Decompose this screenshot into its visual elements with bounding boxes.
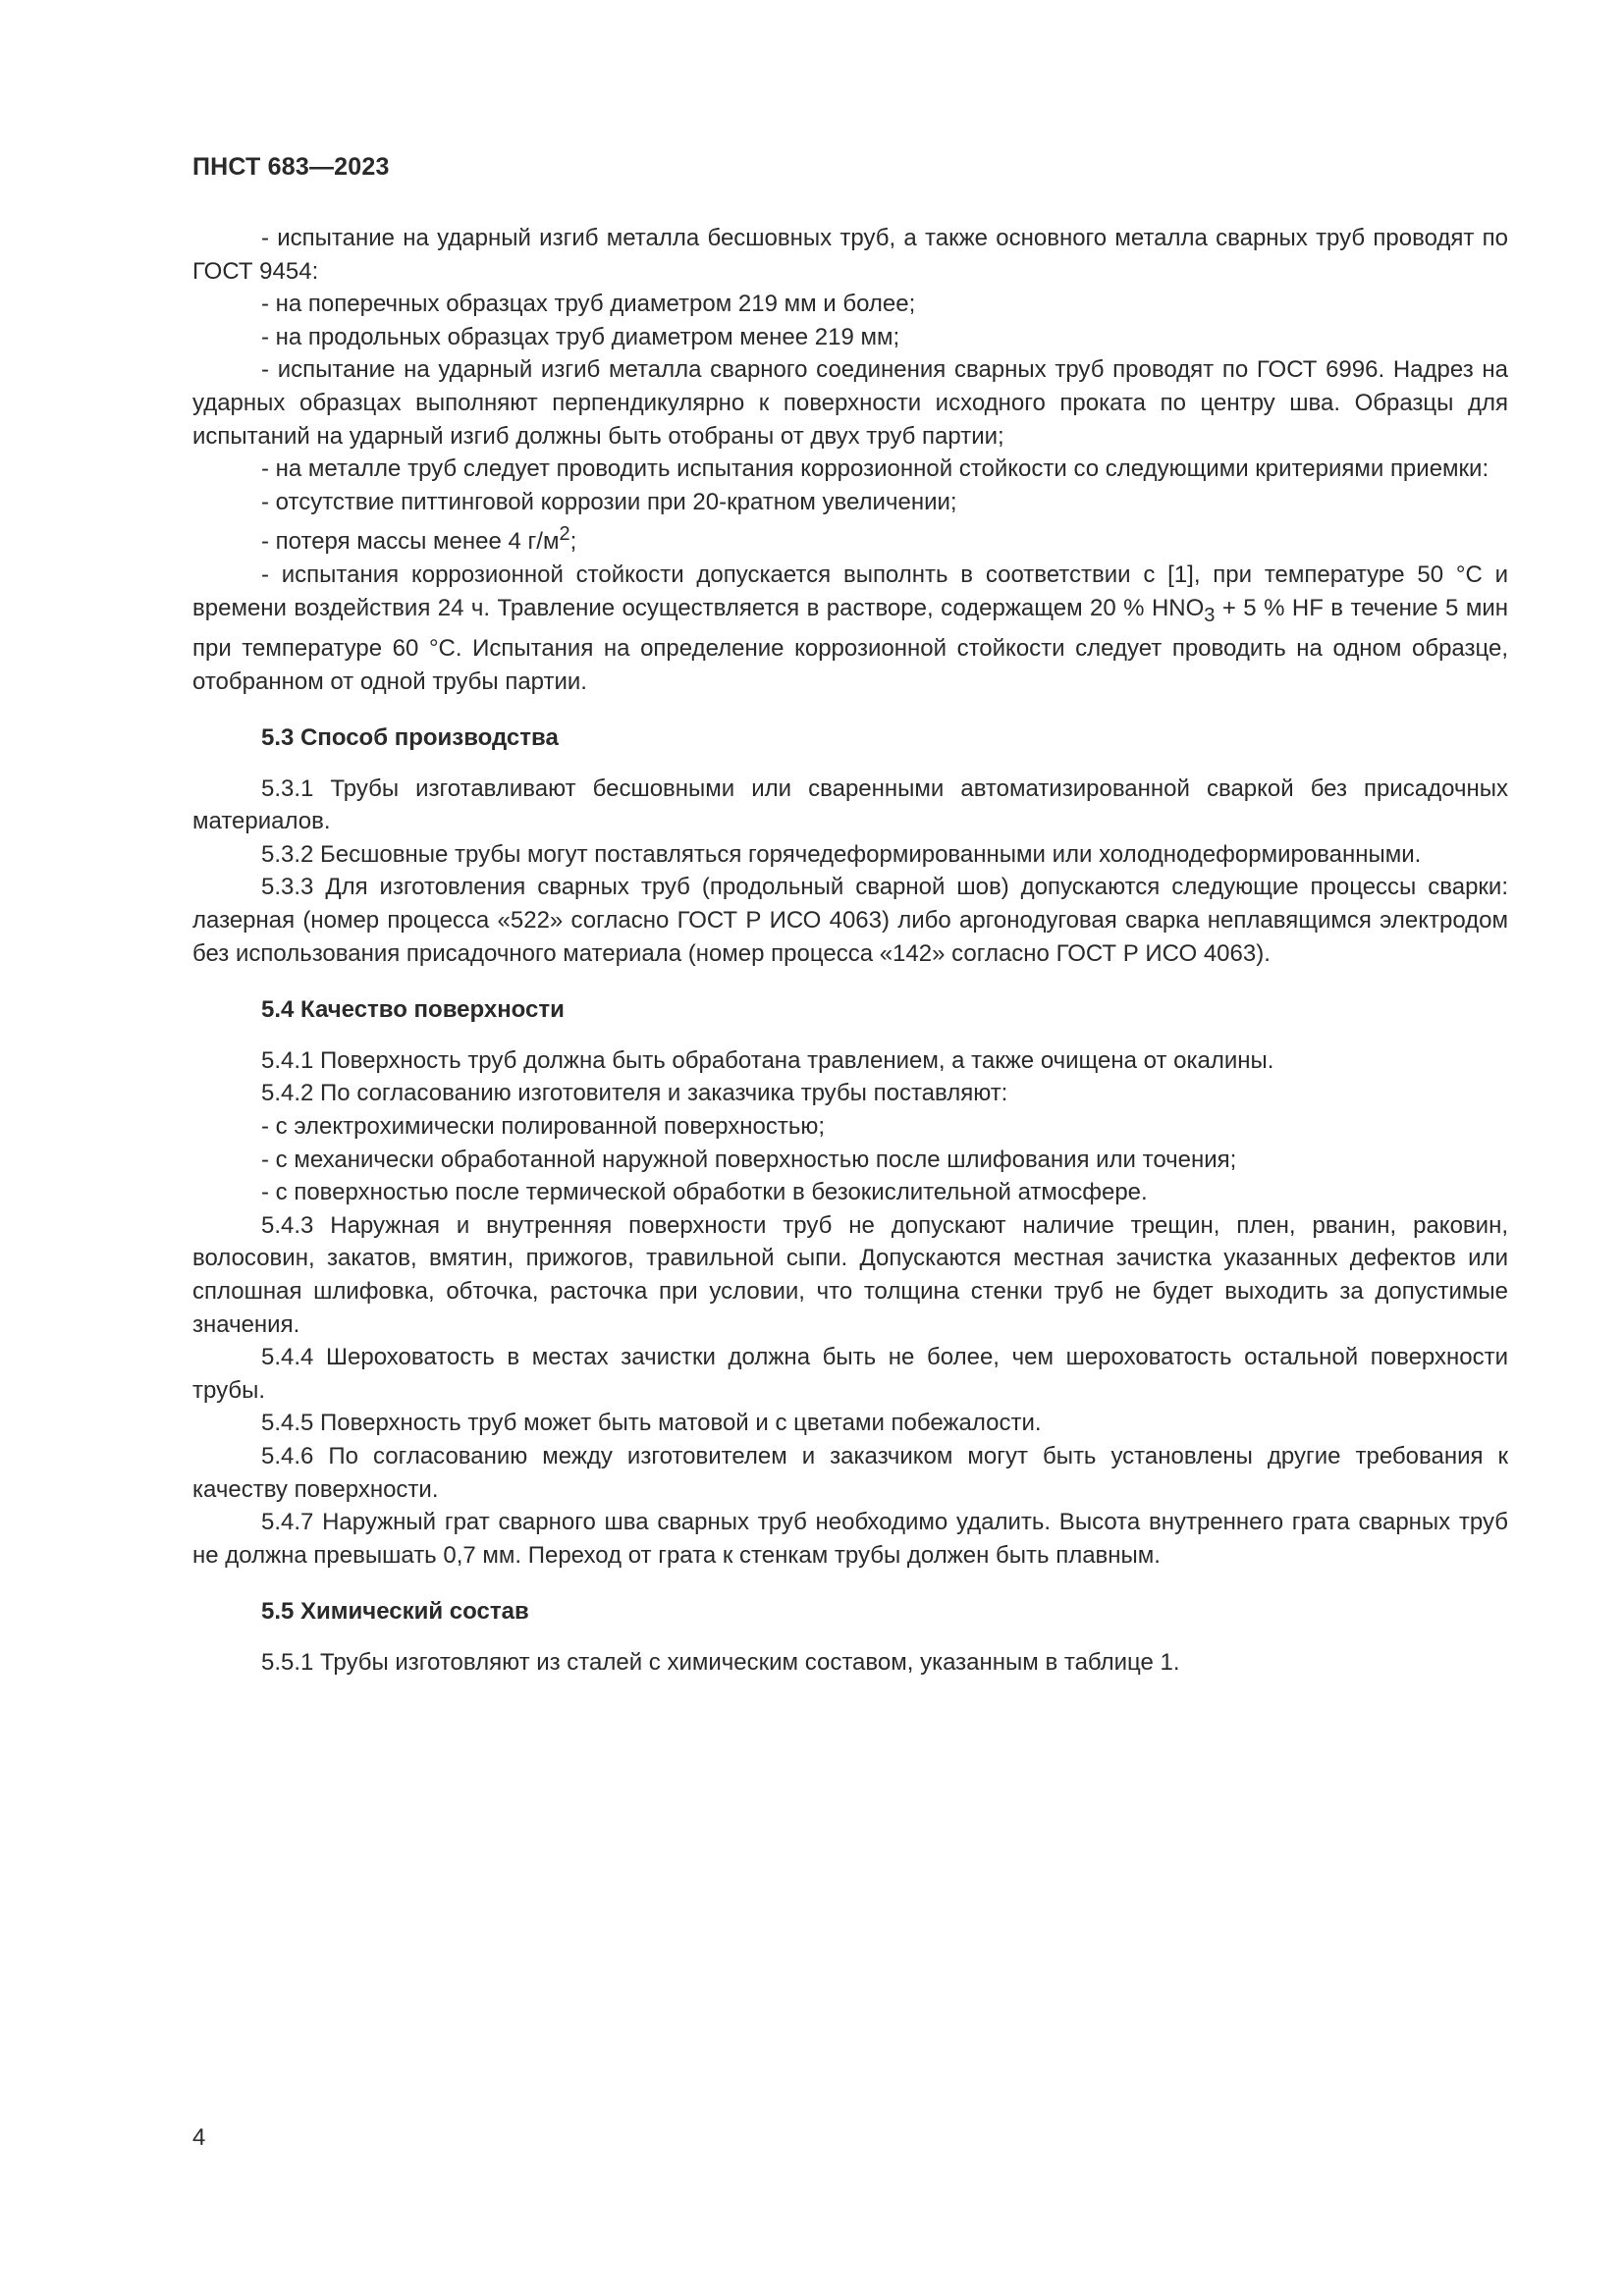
- section-5-5: [192, 1646, 1508, 1680]
- paragraph: - с поверхностью после термической обработки в безокислительной атмосфере.: [261, 1179, 1148, 1206]
- paragraph: - с механически обработанной наружной поверхностью после шлифования или точения;: [261, 1146, 1237, 1173]
- paragraph: 5.3.1 Трубы изготавливают бесшовными или сваренными автоматизированной сваркой без присадочных материалов.: [192, 774, 1508, 835]
- paragraph: - испытание на ударный изгиб металла бесшовных труб, а также основного металла сварных труб проводят по ГОСТ 9454:: [192, 225, 1508, 285]
- paragraph: 5.4.1 Поверхность труб должна быть обработана травлением, а также очищена от окалины.: [261, 1046, 1274, 1074]
- paragraph: - отсутствие питтинговой коррозии при 20-кратном увеличении;: [261, 488, 957, 515]
- subscript: 3: [1204, 604, 1216, 626]
- page-number: 4: [192, 2124, 206, 2151]
- document-body: [192, 222, 1508, 1680]
- section-5-4: [192, 1044, 1508, 1573]
- section-5-3: [192, 773, 1508, 971]
- paragraph: - на продольных образцах труб диаметром менее 219 мм;: [261, 323, 900, 350]
- section-heading-5-3: 5.3 Способ производства: [261, 724, 559, 752]
- superscript: 2: [559, 523, 570, 546]
- impact-test-block: [192, 222, 1508, 698]
- paragraph: - испытания коррозионной стойкости допускается выполнть в соответствии с [1], при температуре 50 °С и времени воздействия 24 ч. Травление осуществляется в растворе, содержащем 20 % $HNO_3 + 5$ % HF в течение 5 мин при температуре 60 °С. Испытания на определение коррозионной стойкости следует проводить на одном образце, отобранном от одной трубы партии.: [192, 561, 1508, 695]
- paragraph: - испытание на ударный изгиб металла сварного соединения сварных труб проводят по ГОСТ 6996. Надрез на ударных образцах выполняют перпендикулярно к поверхности исходного проката по центру шва. Образцы для испытаний на ударный изгиб должны быть отобраны от двух труб партии;: [192, 356, 1508, 450]
- paragraph: 5.4.2 По согласованию изготовителя и заказчика трубы поставляют:: [261, 1080, 1008, 1107]
- paragraph: 5.5.1 Трубы изготовляют из сталей с химическим составом, указанным в таблице 1.: [261, 1648, 1180, 1676]
- paragraph: 5.4.7 Наружный грат сварного шва сварных труб необходимо удалить. Высота внутреннего грата сварных труб не должна превышать 0,7 мм. Переход от грата к стенкам трубы должен быть плавным.: [192, 1509, 1508, 1569]
- paragraph: 5.3.2 Бесшовные трубы могут поставляться горячедеформированными или холоднодеформированными.: [261, 840, 1422, 868]
- paragraph: - с электрохимически полированной поверхностью;: [261, 1113, 826, 1141]
- paragraph: 5.4.4 Шероховатость в местах зачистки должна быть не более, чем шероховатость остальной поверхности трубы.: [192, 1344, 1508, 1404]
- paragraph: - на металле труб следует проводить испытания коррозионной стойкости со следующими критериями приемки:: [261, 455, 1489, 483]
- paragraph: 5.4.3 Наружная и внутренняя поверхности труб не допускают наличие трещин, плен, рванин, раковин, волосовин, закатов, вмятин, прижогов, травильной сыпи. Допускаются местная зачистка указанных дефектов или сплошная шлифовка, обточка, расточка при условии, что толщина стенки труб не будет выходить за допустимые значения.: [192, 1211, 1508, 1338]
- paragraph: - потеря массы менее 4 $г/м^2$;: [261, 523, 577, 556]
- paragraph: 5.4.5 Поверхность труб может быть матовой и с цветами побежалости.: [261, 1410, 1042, 1437]
- section-heading-5-4: 5.4 Качество поверхности: [261, 996, 565, 1024]
- paragraph: 5.4.6 По согласованию между изготовителем и заказчиком могут быть установлены другие требования к качеству поверхности.: [192, 1442, 1508, 1503]
- section-heading-5-5: 5.5 Химический состав: [261, 1598, 529, 1626]
- paragraph: 5.3.3 Для изготовления сварных труб (продольный сварной шов) допускаются следующие процессы сварки: лазерная (номер процесса «522» согласно ГОСТ Р ИСО 4063) либо аргонодуговая сварка неплавящимся электродом без использования присадочного материала (номер процесса «142» согласно ГОСТ Р ИСО 4063).: [192, 874, 1508, 967]
- document-header: ПНСТ 683—2023: [192, 153, 390, 181]
- paragraph: - на поперечных образцах труб диаметром 219 мм и более;: [261, 291, 916, 318]
